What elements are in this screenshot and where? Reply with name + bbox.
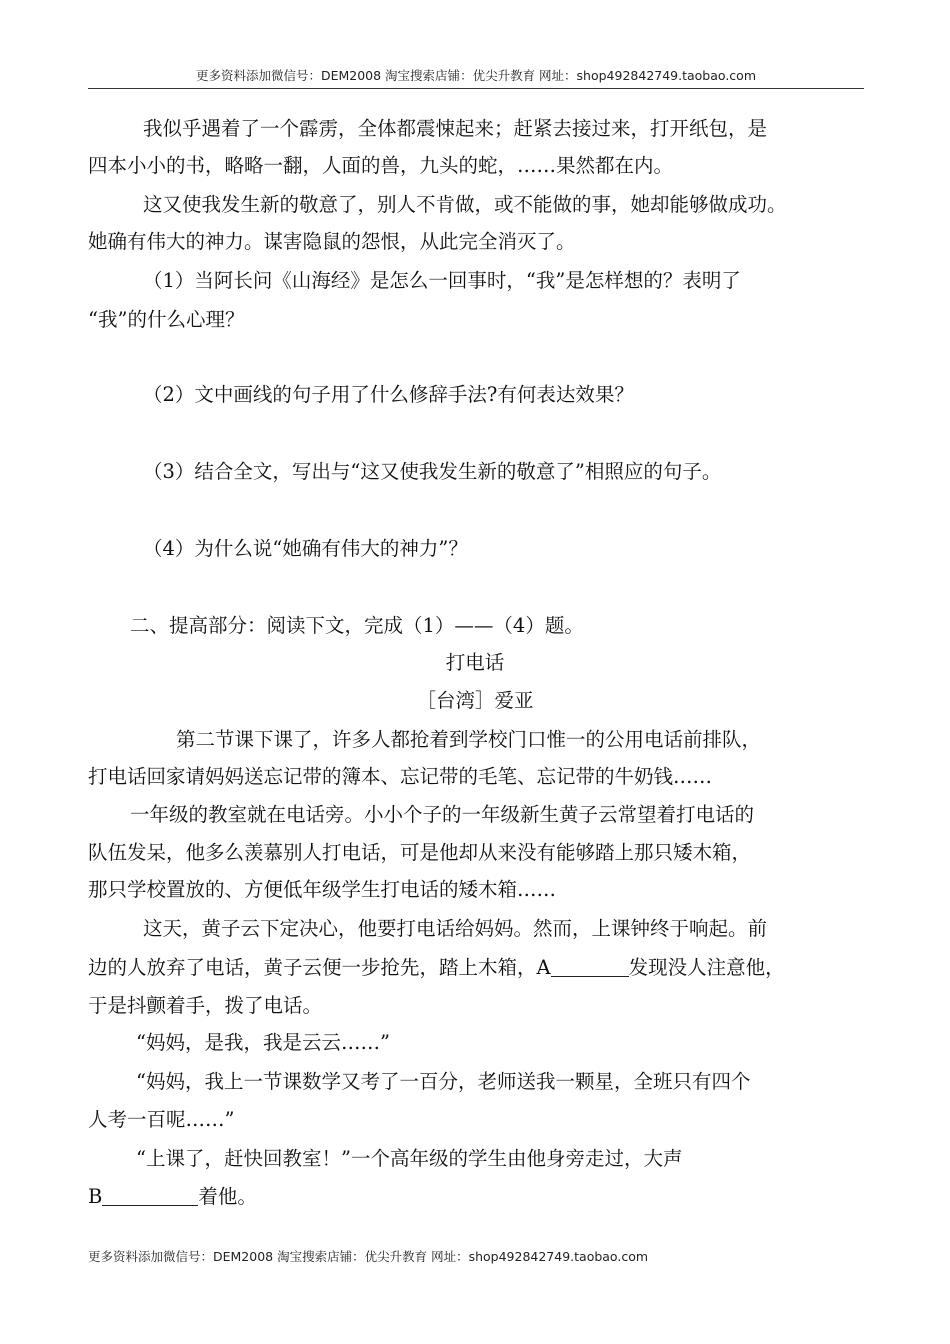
question-1-line2: “我”的什么心理？ (88, 308, 245, 331)
passage2-p1-line1: 第二节课下课了，许多人都抢着到学校门口惟一的公用电话前排队， (176, 728, 762, 751)
passage2-p3-line3: 于是抖颤着手，拨了电话。 (88, 994, 323, 1017)
passage2-p4: “妈妈，是我，我是云云……” (136, 1031, 390, 1054)
passage2-p3-line2-start: 边的人放弃了电话，黄子云便一步抢先，踏上木箱，A (88, 956, 551, 979)
passage1-p1-line2: 四本小小的书，略略一翻，人面的兽，九头的蛇，……果然都在内。 (88, 154, 674, 177)
passage2-p5-line1: “妈妈，我上一节课数学又考了一百分，老师送我一颗星，全班只有四个 (136, 1070, 751, 1093)
question-1-line1: （1）当阿长问《山海经》是怎么一回事时，“我”是怎样想的？表明了 (143, 269, 741, 292)
page-header: 更多资料添加微信号：DEM2008 淘宝搜索店铺：优尖升教育 网址：shop492842749.taobao.com (195, 68, 757, 83)
story-author: ［台湾］爱亚 (416, 689, 534, 712)
passage2-p2-line2: 队伍发呆，他多么羡慕别人打电话，可是他却从来没有能够踏上那只矮木箱， (88, 841, 752, 864)
passage2-p2-line3: 那只学校置放的、方便低年级学生打电话的矮木箱…… (88, 878, 557, 901)
story-title: 打电话 (445, 651, 505, 674)
passage1-p2-line2: 她确有伟大的神力。谋害隐鼠的怨恨，从此完全消灭了。 (88, 230, 576, 253)
passage2-p6-line2 (88, 1184, 257, 1210)
question-4: （4）为什么说“她确有伟大的神力”？ (143, 537, 468, 560)
page-footer: 更多资料添加微信号：DEM2008 淘宝搜索店铺：优尖升教育 网址：shop492842749.taobao.com (88, 1249, 649, 1264)
passage2-p6-line1: “上课了，赶快回教室！”一个高年级的学生由他身旁走过，大声 (136, 1147, 683, 1170)
blank-a (551, 956, 629, 977)
passage2-p6-line2-end: 着他。 (198, 1185, 257, 1208)
blank-b (102, 1185, 198, 1206)
passage2-p3-line1: 这天，黄子云下定决心，他要打电话给妈妈。然而，上课钟终于响起。前 (143, 917, 768, 940)
passage2-p5-line2: 人考一百呢……” (88, 1108, 235, 1131)
section-heading: 二、提高部分：阅读下文，完成（1）——（4）题。 (130, 614, 584, 637)
passage1-p2-line1: 这又使我发生新的敬意了，别人不肯做，或不能做的事，她却能够做成功。 (143, 193, 787, 216)
question-2: （2）文中画线的句子用了什么修辞手法?有何表达效果？ (143, 383, 634, 406)
passage2-p6-line2-start: B (88, 1185, 103, 1208)
header-divider (88, 88, 864, 89)
passage2-p2-line1: 一年级的教室就在电话旁。小小个子的一年级新生黄子云常望着打电话的 (130, 803, 755, 826)
passage2-p1-line2: 打电话回家请妈妈送忘记带的簿本、忘记带的毛笔、忘记带的牛奶钱…… (88, 765, 713, 788)
passage2-p3-line2 (88, 955, 785, 981)
passage1-p1-line1: 我似乎遇着了一个霹雳，全体都震悚起来；赶紧去接过来，打开纸包，是 (143, 117, 768, 140)
question-3: （3）结合全文，写出与“这又使我发生新的敬意了”相照应的句子。 (143, 460, 722, 483)
passage2-p3-line2-end: 发现没人注意他， (628, 956, 785, 979)
